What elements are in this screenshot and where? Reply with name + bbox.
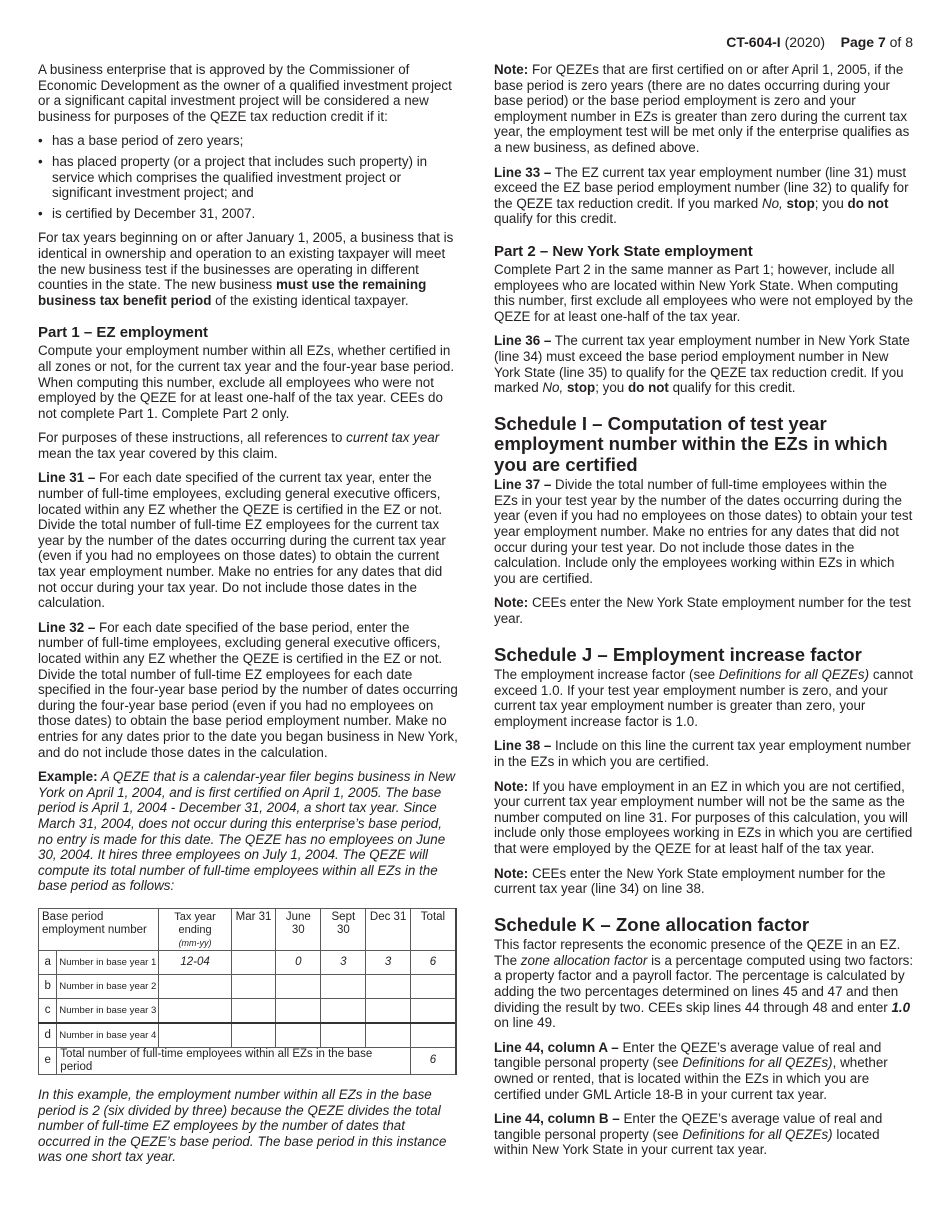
table-row: b Number in base year 2 xyxy=(39,974,457,998)
form-id: CT-604-I xyxy=(726,34,781,50)
example-paragraph: Example: A QEZE that is a calendar-year filer begins business in New York on April 1, 2004, and is first certified on April 1, 2005. The base period is April 1, 2004 - December 31, 2004, a short tax year. Since March 31, 2004, does not occur during this enterprise’s base period, no entry is made for this date. The QEZE has no employees on June 30, 2004. It hires three employees on July 1, 2004. The QEZE will compute its total number of full-time employees within all EZs in the base period as follows: xyxy=(38,769,456,894)
schedule-j-heading: Schedule J – Employment increase factor xyxy=(494,643,862,665)
schedule-k-heading: Schedule K – Zone allocation factor xyxy=(494,913,810,935)
part2-heading: Part 2 – New York State employment xyxy=(494,242,753,260)
left-column xyxy=(38,62,458,1174)
right-column xyxy=(494,62,914,1167)
criteria-item: • is certified by December 31, 2007. xyxy=(38,206,458,222)
criteria-item: • has placed property (or a project that includes such property) in service which comprises the qualified investment project or significant investment project; and xyxy=(38,154,458,201)
schedule-k-text: This factor represents the economic presence of the QEZE in an EZ. The zone allocation factor is a percentage computed using two factors: a property factor and a payroll factor. The percentage is calculated by adding the two percentages determined on lines 45 and 47 and then dividing the result by two. CEEs skip lines 44 through 48 and enter 1.0 on line 49. xyxy=(494,937,914,1031)
col-header-sep30: Sept 30 xyxy=(321,908,366,950)
page-total: of 8 xyxy=(889,34,913,50)
table-row: a Number in base year 1 12-04 0 3 3 6 xyxy=(39,950,457,974)
line32-instructions: Line 32 – For each date specified of the base period, enter the number of full-time employees, excluding general executive officers, located within any EZ whether the QEZE is certified in the EZ or not. Divide the total number of full-time EZ employees for each date specified in the four-year base period by the number of dates occurring during the four-year base period (even if you had no employees on those dates) to obtain the base period employment number. Make no entries for any dates prior to the date you began business in New York, and do not include those dates in the calculation. xyxy=(38,619,458,760)
line31-instructions: Line 31 – For each date specified of the current tax year, enter the number of full-time employees, excluding general executive officers, located within any EZ whether the QEZE is certified in the EZ or not. Divide the total number of full-time EZ employees for the current tax year by the number of the dates occurring during the current tax year (even if you had no employees on those dates) to obtain the current tax year employment number. Make no entries for any dates that did not occur during your tax year. Do not include those dates in the calculation. xyxy=(38,470,446,611)
line37-instructions: Line 37 – Divide the total number of full-time employees within the EZs in your test year by the number of the dates occurring during the year (even if you had no employees on those dates) to obtain your test year employment number. Make no entries for any dates that did not occur during your test year. Do not include those dates in the calculation. Include only the employees working within EZs in which you are certified. xyxy=(494,477,913,586)
line33-instructions: Line 33 – The EZ current tax year employment number (line 31) must exceed the EZ base period employment number (line 32) to qualify for the QEZE tax reduction credit. If you marked No, stop; you do not qualify for this credit. xyxy=(494,164,909,227)
page-number: Page 7 xyxy=(840,34,886,50)
schedule-i-heading: Schedule I – Computation of test year employment number within the EZs in which you are certified xyxy=(494,412,888,475)
col-header-dec31: Dec 31 xyxy=(366,908,411,950)
line44a-instructions: Line 44, column A – Enter the QEZE’s average value of real and tangible personal property (see Definitions for all QEZEs), whether owned or rented, that is located within the EZs in which you are certified under GML Article 18-B in your current tax year. xyxy=(494,1039,888,1102)
table-total-row: e Total number of full-time employees within all EZs in the base period 6 xyxy=(39,1047,457,1074)
new-business-criteria xyxy=(38,133,458,221)
form-year: (2020) xyxy=(784,34,826,50)
example-conclusion: In this example, the employment number within all EZs in the base period is 2 (six divided by three) because the QEZE divides the total number of full-time EZ employees by the number of dates that occurred in the QEZE’s base period. The base period in this instance was one short tax year. xyxy=(38,1086,447,1165)
cee-test-year-note: Note: CEEs enter the New York State employment number for the test year. xyxy=(494,595,911,626)
line44b-instructions: Line 44, column B – Enter the QEZE’s average value of real and tangible personal property (see Definitions for all QEZEs) located within New York State in your current tax year. xyxy=(494,1111,883,1158)
uncertified-ez-note: Note: If you have employment in an EZ in which you are not certified, your current tax year employment number will not be the same as the number computed on line 31. For purposes of this calculation, you will include only those employees working in EZs in which you are certified that were employed by the QEZE for at least half of the tax year. xyxy=(494,778,913,856)
col-header-jun30: June 30 xyxy=(276,908,321,950)
line38-instructions: Line 38 – Include on this line the current tax year employment number in the EZs in which you are certified. xyxy=(494,738,911,769)
part2-text: Complete Part 2 in the same manner as Part 1; however, include all employees who are located within New York State. When computing this number, first exclude all employees who were not employed by the QEZE for at least one-half of the tax year. xyxy=(494,261,914,324)
base-period-example-table xyxy=(38,908,457,1075)
cee-line38-note: Note: CEEs enter the New York State employment number for the current tax year (line 34) on line 38. xyxy=(494,865,886,897)
col-header-base-period: Base period employment number xyxy=(39,908,159,950)
part1-heading: Part 1 – EZ employment xyxy=(38,324,209,342)
col-header-total: Total xyxy=(410,908,456,950)
part1-text: Compute your employment number within all EZs, whether certified in all zones or not, for the current tax year and the four-year base period. When computing this number, exclude all employees who were not employed by the QEZE for at least one-half of the tax year. CEEs do not complete Part 1. Complete Part 2 only. xyxy=(38,343,455,421)
identical-business-paragraph: For tax years beginning on or after January 1, 2005, a business that is identical in ownership and operation to an existing taxpayer will meet the new business test if the businesses are operating in different counties in the state. The new business must use the remaining business tax benefit period of the existing identical taxpayer. xyxy=(38,230,454,308)
col-header-tax-year: Tax year ending (mm-yy) xyxy=(159,908,231,950)
schedule-j-text: The employment increase factor (see Definitions for all QEZEs) cannot exceed 1.0. If your test year employment number is zero, and your current tax year employment number is greater than zero, your employment increase factor is 1.0. xyxy=(494,667,914,729)
new-business-note: Note: For QEZEs that are first certified on or after April 1, 2005, if the base period is zero years (there are no dates occurring during your base period) or the base period employment is zero and your employment number in EZs is greater than zero during the current tax year, the employment test will be met only if the enterprise qualifies as a new business, as defined above. xyxy=(494,62,910,155)
table-row: c Number in base year 3 xyxy=(39,998,457,1023)
table-header-row xyxy=(39,908,457,950)
col-header-mar31: Mar 31 xyxy=(231,908,275,950)
current-tax-year-definition: For purposes of these instructions, all references to current tax year mean the tax year covered by this claim. xyxy=(38,430,440,461)
page-header xyxy=(726,34,913,50)
line36-instructions: Line 36 – The current tax year employment number in New York State (line 34) must exceed the base period employment number in New York State (line 35) to qualify for the QEZE tax reduction credit. If you marked No, stop; you do not qualify for this credit. xyxy=(494,333,910,396)
table-row: d Number in base year 4 xyxy=(39,1023,457,1048)
new-business-intro: A business enterprise that is approved by the Commissioner of Economic Development as the owner of a qualified investment project or a significant capital investment project will be considered a new business for purposes of the QEZE tax reduction credit if it: xyxy=(38,62,452,124)
criteria-item: • has a base period of zero years; xyxy=(38,133,458,149)
